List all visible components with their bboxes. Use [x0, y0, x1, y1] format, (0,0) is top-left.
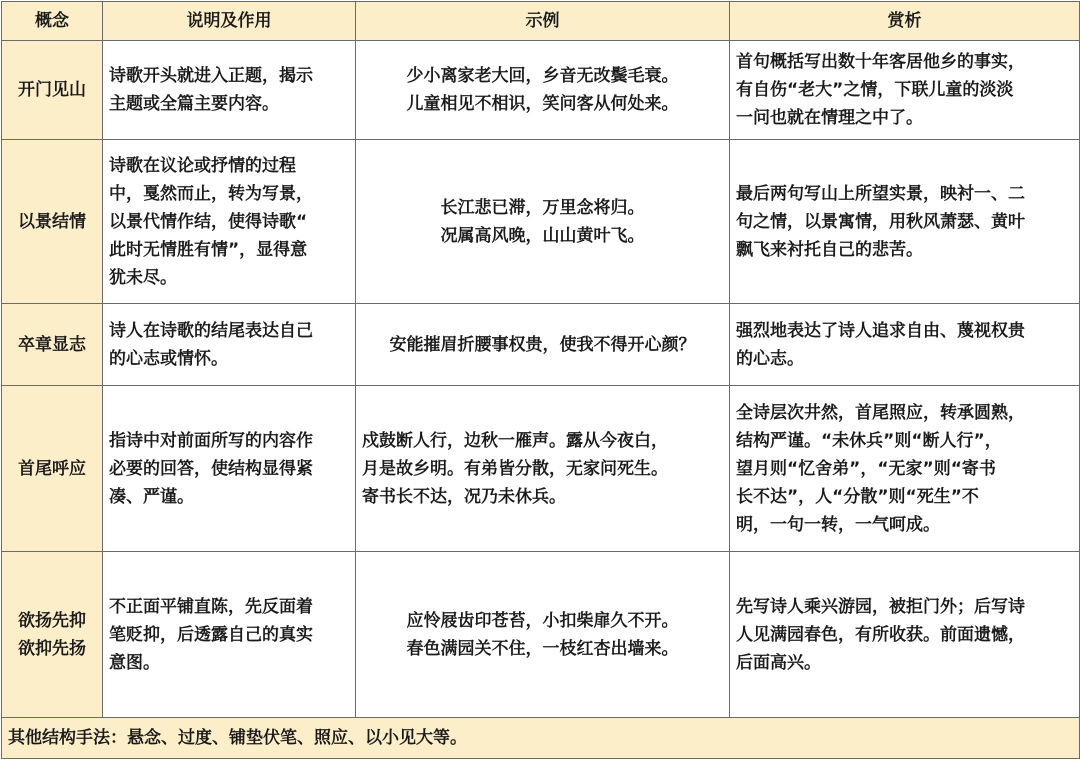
example-cell — [356, 386, 730, 552]
concept-label: 卒章显志 — [18, 334, 86, 355]
appreciate-line: 望月则“忆舍弟”，“无家”则“寄书 — [736, 458, 996, 479]
explain-line: 的心志或情怀。 — [109, 348, 228, 369]
appreciate-line: 全诗层次井然，首尾照应，转承圆熟， — [736, 402, 1025, 423]
explain-line: 主题或全篇主要内容。 — [109, 94, 279, 114]
concept-cell — [2, 304, 103, 386]
explain-line: 中，戛然而止，转为写景， — [109, 183, 313, 204]
appreciate-line: 强烈地表达了诗人追求自由、蔑视权贵 — [736, 320, 1025, 341]
concept-cell — [2, 552, 103, 718]
example-line: 少小离家老大回，乡音无改鬓毛衰。 — [406, 66, 679, 86]
explain-line: 诗人在诗歌的结尾表达自己 — [109, 320, 313, 341]
appreciate-line: 最后两句写山上所望实景，映衬一、二 — [736, 183, 1025, 204]
explain-line: 凑、严谨。 — [109, 486, 194, 507]
appreciate-line: 一问也就在情理之中了。 — [736, 108, 923, 128]
example-cell — [356, 140, 730, 304]
appreciate-line: 先写诗人乘兴游园，被拒门外；后写诗 — [736, 596, 1025, 617]
appreciate-cell — [730, 386, 1080, 552]
concept-label: 开门见山 — [18, 80, 86, 100]
example-line: 月是故乡明。有弟皆分散，无家问死生。 — [362, 458, 668, 479]
example-line: 春色满园关不住，一枝红杏出墙来。 — [406, 638, 679, 659]
appreciate-line: 结构严谨。“未休兵”则“断人行”， — [736, 430, 1002, 451]
header-appreciate: 赏析 — [730, 2, 1080, 41]
table-row — [2, 386, 1080, 552]
example-line: 儿童相见不相识，笑问客从何处来。 — [406, 94, 679, 114]
appreciate-line: 后面高兴。 — [736, 652, 821, 673]
example-line: 长江悲已滞，万里念将归。 — [440, 197, 645, 218]
explain-line: 此时无情胜有情”，显得意 — [109, 239, 308, 260]
table-row — [2, 304, 1080, 386]
appreciate-cell — [730, 552, 1080, 718]
appreciate-cell — [730, 140, 1080, 304]
appreciate-line: 长不达”，人“分散”则“死生”不 — [736, 486, 979, 507]
explain-line: 不正面平铺直陈，先反面着 — [109, 596, 313, 617]
header-concept: 概念 — [2, 2, 103, 41]
concept-cell — [2, 386, 103, 552]
example-cell — [356, 41, 730, 140]
appreciate-line: 首句概括写出数十年客居他乡的事实， — [736, 52, 1025, 72]
explain-line: 指诗中对前面所写的内容作 — [109, 430, 313, 451]
example-line: 寄书长不达，况乃未休兵。 — [362, 486, 566, 507]
appreciate-cell — [730, 304, 1080, 386]
example-line: 况属高风晚，山山黄叶飞。 — [440, 225, 645, 246]
explain-cell — [103, 41, 356, 140]
table-row — [2, 552, 1080, 718]
appreciate-line: 句之情，以景寓情，用秋风萧瑟、黄叶 — [736, 211, 1025, 232]
explain-line: 诗歌在议论或抒情的过程 — [109, 155, 296, 176]
example-line: 安能摧眉折腰事权贵，使我不得开心颜？ — [389, 334, 696, 355]
explain-cell — [103, 140, 356, 304]
explain-cell — [103, 386, 356, 552]
explain-line: 意图。 — [109, 652, 160, 673]
explain-line: 以景代情作结，使得诗歌“ — [109, 211, 308, 232]
concept-label: 以景结情 — [18, 211, 86, 232]
concept-label: 欲抑先扬 — [18, 638, 86, 659]
footer-row — [2, 718, 1080, 759]
appreciate-line: 明，一句一转，一气呵成。 — [736, 514, 940, 535]
header-example: 示例 — [356, 2, 730, 41]
header-explain: 说明及作用 — [103, 2, 356, 41]
explain-line: 犹未尽。 — [109, 267, 177, 288]
appreciate-line: 的心志。 — [736, 348, 804, 369]
structure-techniques-table — [1, 1, 1080, 759]
example-line: 应怜屐齿印苍苔，小扣柴扉久不开。 — [406, 610, 679, 631]
example-cell — [356, 552, 730, 718]
example-cell — [356, 304, 730, 386]
table-row — [2, 140, 1080, 304]
appreciate-line: 飘飞来衬托自己的悲苦。 — [736, 239, 923, 260]
concept-cell — [2, 41, 103, 140]
other-techniques-note: 其他结构手法：悬念、过度、铺垫伏笔、照应、以小见大等。 — [2, 718, 1080, 759]
explain-cell — [103, 304, 356, 386]
appreciate-line: 有自伤“老大”之情，下联儿童的淡淡 — [736, 80, 1014, 100]
explain-line: 必要的回答，使结构显得紧 — [109, 458, 313, 479]
header-row — [2, 2, 1080, 41]
example-line: 戍鼓断人行，边秋一雁声。露从今夜白， — [362, 430, 668, 451]
concept-cell — [2, 140, 103, 304]
concept-label: 首尾呼应 — [18, 458, 86, 479]
explain-line: 笔贬抑，后透露自己的真实 — [109, 624, 313, 645]
table-row — [2, 41, 1080, 140]
explain-cell — [103, 552, 356, 718]
appreciate-line: 人见满园春色，有所收获。前面遗憾， — [736, 624, 1025, 645]
explain-line: 诗歌开头就进入正题，揭示 — [109, 66, 313, 86]
appreciate-cell — [730, 41, 1080, 140]
concept-label: 欲扬先抑 — [18, 610, 86, 631]
